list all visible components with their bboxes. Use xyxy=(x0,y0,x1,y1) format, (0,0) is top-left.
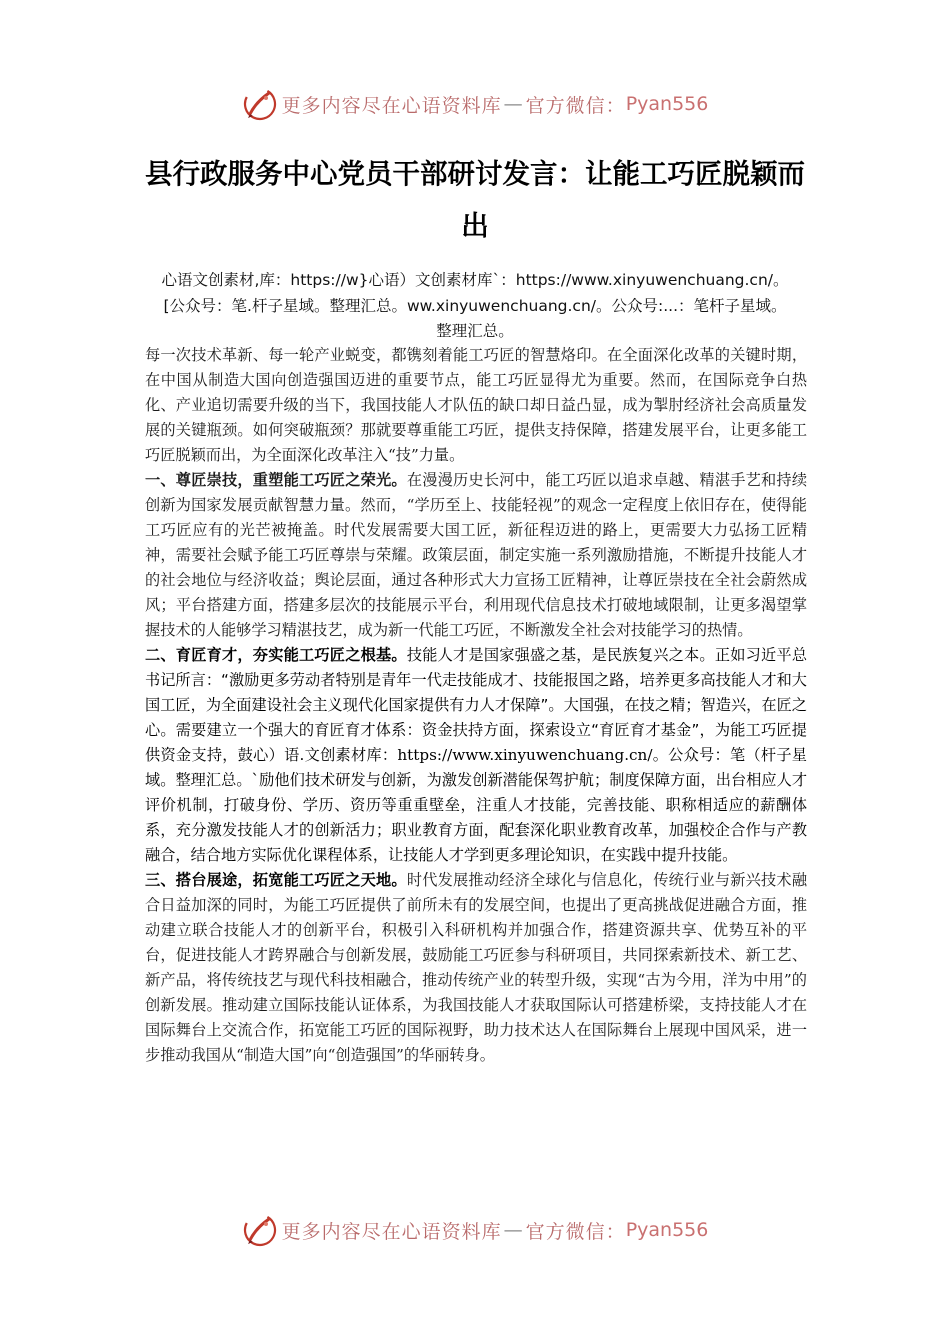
section-1-heading: 一、尊匠崇技，重塑能工巧匠之荣光。 xyxy=(145,471,407,489)
article-body xyxy=(145,343,807,1068)
section-3 xyxy=(145,868,807,1068)
section-3-text: 时代发展推动经济全球化与信息化，传统行业与新兴技术融合日益加深的同时，为能工巧匠提供了前所未有的发展空间，也提出了更高挑战促进融合方面，推动建立联合技能人才的创新平台，积极引入科研机构并加强合作，搭建资源共享、优势互补的平台，促进技能人才跨界融合与创新发展，鼓励能工巧匠参与科研项目，共同探索新技术、新工艺、新产品，将传统技艺与现代科技相融合，推动传统产业的转型升级，实现“古为今用，洋为中用”的创新发展。推动建立国际技能认证体系，为我国技能人才获取国际认可搭建桥梁，支持技能人才在国际舞台上交流合作，拓宽能工巧匠的国际视野，助力技术达人在国际舞台上展现中国风采，进一步推动我国从“制造大国”向“创造强国”的华丽转身。 xyxy=(145,871,808,1064)
section-2-text-b: 公众号：笔（杆子星域。整理汇总。`励他们技术研发与创新，为激发创新潜能保驾护航；制度保障方面，出台相应人才评价机制，打破身份、学历、资历等重重壁垒，注重人才技能，完善技能、职称相适应的薪酬体系，充分激发技能人才的创新活力；职业教育方面，配套深化职业教育改革，加强校企合作与产教融合，结合地方实际优化课程体系，让技能人才学到更多理论知识，在实践中提升技能。 xyxy=(145,746,807,864)
section-2-heading: 二、育匠育才，夯实能工巧匠之根基。 xyxy=(145,646,407,664)
section-1 xyxy=(145,468,807,643)
page-title: 县行政服务中心党员干部研讨发言：让能工巧匠脱颖而出 xyxy=(145,158,805,242)
watermark-text: 更多内容尽在心语资料库 xyxy=(281,1220,502,1243)
watermark-banner-bottom xyxy=(0,1210,950,1250)
section-2-text-a: 技能人才是国家强盛之基，是民族复兴之本。正如习近平总书记所言：“激励更多劳动者特别是青年一代走技能成才、技能报国之路，培养更多高技能人才和大国工匠，为全面建设社会主义现代化国家提供有力人才保障”。大国强，在技之精；智造兴，在匠之心。需要建立一个强大的育匠育才体系：资金扶持方面，探索设立“育匠育才基金”，为能工巧匠提供资金支持，鼓心）语.文创素材库： xyxy=(145,646,808,764)
watermark-text: 更多内容尽在心语资料库 xyxy=(281,94,502,117)
watermark-suffix: 官方微信： xyxy=(525,94,626,117)
watermark-separator: — xyxy=(503,93,524,115)
brush-logo-icon xyxy=(242,86,278,122)
section-1-text: 在漫漫历史长河中，能工巧匠以追求卓越、精湛手艺和持续创新为国家发展贡献智慧力量。然而，“学历至上、技能轻视”的观念一定程度上依旧存在，使得能工巧匠应有的光芒被掩盖。时代发展需要大国工匠，新征程迈进的路上，更需要大力弘扬工匠精神，需要社会赋予能工巧匠尊崇与荣耀。政策层面，制定实施一系列激励措施，不断提升技能人才的社会地位与经济收益；舆论层面，通过各种形式大力宣扬工匠精神，让尊匠崇技在全社会蔚然成风；平台搭建方面，搭建多层次的技能展示平台，利用现代信息技术打破地域限制，让更多渴望掌握技术的人能够学习精湛技艺，成为新一代能工巧匠，不断激发全社会对技能学习的热情。 xyxy=(145,471,808,639)
section-2-url: https://www.xinyuwenchuang.cn/。 xyxy=(397,746,669,764)
brush-logo-icon xyxy=(242,1212,278,1248)
watermark-handle: Pyan556 xyxy=(625,93,709,115)
watermark-suffix: 官方微信： xyxy=(525,1220,626,1243)
section-2 xyxy=(145,643,807,868)
watermark-banner-top xyxy=(0,84,950,124)
watermark-separator: — xyxy=(503,1219,524,1241)
source-line: 心语文创素材,库：https://w}心语）文创素材库`：https://www.xinyuwenchuang.cn/。[公众号：笔.杆子星域。整理汇总。ww.xinyuwenchuang.cn/。公众号:...：笔杆子星域。整理汇总。 xyxy=(161,271,789,340)
intro-paragraph: 每一次技术革新、每一轮产业蜕变，都镌刻着能工巧匠的智慧烙印。在全面深化改革的关键时期，在中国从制造大国向创造强国迈进的重要节点，能工巧匠显得尤为重要。然而，在国际竞争白热化、产业追切需要升级的当下，我国技能人才队伍的缺口却日益凸显，成为掣肘经济社会高质量发展的关键瓶颈。如何突破瓶颈？那就要尊重能工巧匠，提供支持保障，搭建发展平台，让更多能工巧匠脱颖而出，为全面深化改革注入“技”力量。 xyxy=(145,346,807,464)
section-3-heading: 三、搭台展途，拓宽能工巧匠之天地。 xyxy=(145,871,407,889)
watermark-handle: Pyan556 xyxy=(625,1219,709,1241)
